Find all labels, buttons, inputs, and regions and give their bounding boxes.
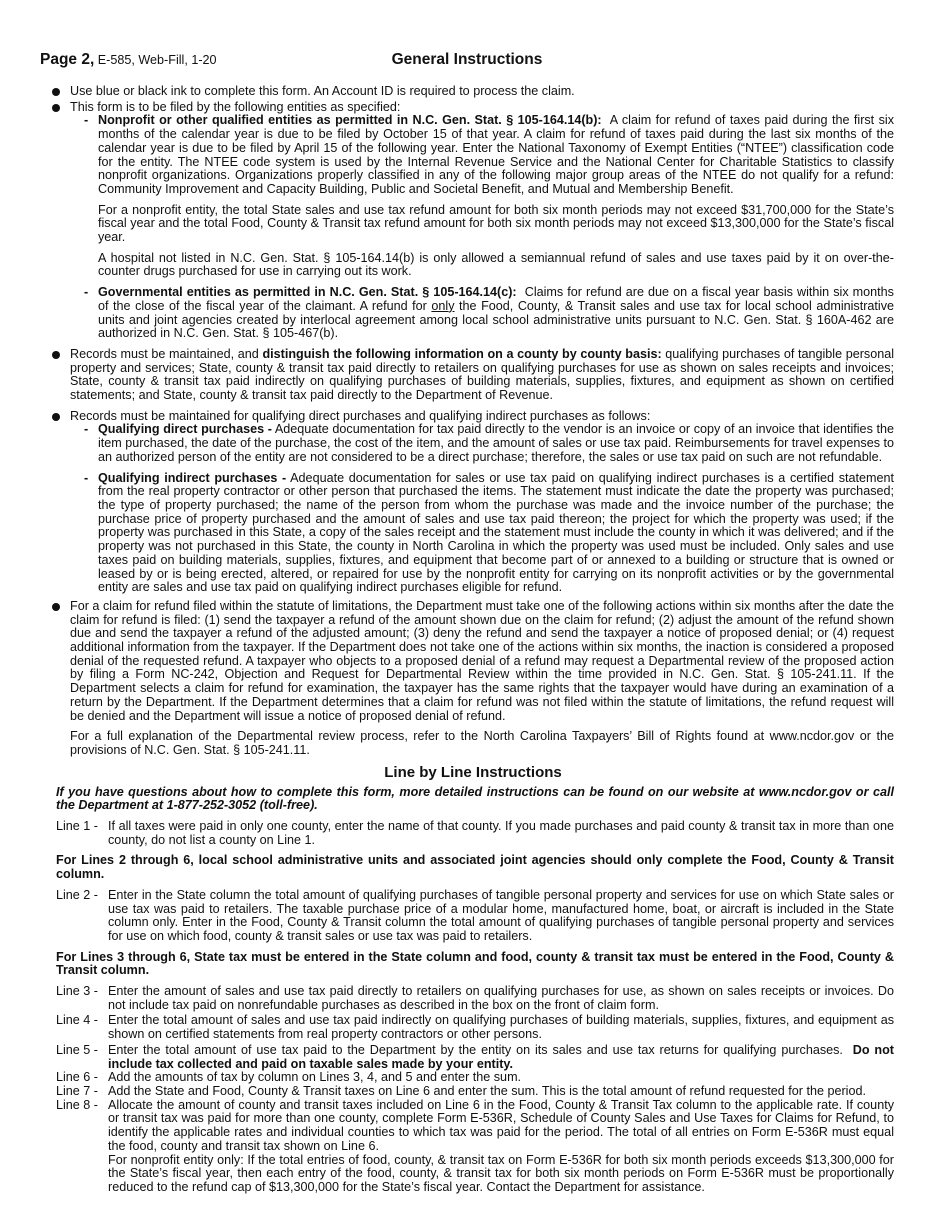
review-text: For a full explanation of the Departmental review process, refer to the North Carolina Taxpayers’ Bill of Rights found at www.ncdor.gov or the provisions of N.C. Gen. Stat. § 105-241.11.: [70, 729, 894, 757]
nonprofit-entities: [84, 114, 894, 196]
line-8-nonprofit-text: For nonprofit entity only: If the total entries of food, county, & transit tax on Form E-536R for both six month periods exceeds $13,300,000 for the State’s fiscal year, then each entry of the food, county, & transit tax for both six month periods on Form E-536R must be proportionally reduced to the refund cap of $13,300,000 for the State’s fiscal year. Contact the Department for assistance.: [108, 1152, 894, 1194]
line-4-label: Line 4 -: [56, 1013, 99, 1028]
line-4-text: Enter the total amount of sales and use tax paid indirectly on qualifying purchases of building materials, supplies, fixtures, and equipment as shown on certified statements from real property contractors or other persons.: [108, 1013, 894, 1042]
bullet-entities-text: This form is to be filed by the following entities as specified:: [70, 99, 401, 114]
line-6: [52, 1071, 894, 1085]
entities-list: [84, 114, 894, 341]
records-bold: distinguish the following information on a county by county basis:: [262, 346, 662, 361]
bullet-ink: [52, 85, 894, 99]
note-lines-2-6: For Lines 2 through 6, local school administrative units and associated joint agencies should only complete the Food, County & Transit column.: [56, 853, 894, 882]
bullet-icon: [52, 603, 60, 611]
bullet-entities: [52, 101, 894, 115]
bullet-records-purchases: [52, 410, 894, 424]
line-3-text: Enter the amount of sales and use tax paid directly to retailers on qualifying purchases for use, as shown on sales receipts or invoices. Do not include tax paid on nonrefundable purchases as described in the box on the front of claim form.: [108, 984, 894, 1012]
records2-text: Records must be maintained for qualifying direct purchases and qualifying indirect purchases as follows:: [70, 408, 651, 423]
page-header: [40, 53, 894, 73]
gov-only: only: [431, 298, 455, 313]
direct-purchases: [84, 423, 894, 464]
purchases-list: [84, 423, 894, 594]
records-text-a: Records must be maintained, and: [70, 346, 259, 361]
indirect-text: Adequate documentation for sales or use tax paid on qualifying indirect purchases is a certified statement from the real property contractor or other person that purchased the items. The statement must indicate the date the property was purchased; the type of property purchased; the name of the person from whom the purchase was made and the invoice number of the purchase; the purchase price of property purchased and the amount of sales and use tax paid thereon; the project for which the property was used; if the property was purchased in this State, a copy of the sales receipt and the statement must include the county in which it was delivered; and if the property was not purchased in this State, the county in North Carolina in which the property was used must be included. Only sales and use taxes paid on building materials, supplies, fixtures, and equipment that become part of or annexed to a building or structure that is owned or leased by or is being erected, altered, or repaired for use by the nonprofit entity for carrying on its nonprofit activities or by the governmental entity are sales and use tax paid on qualifying indirect purchases eligible for refund.: [98, 470, 895, 595]
line-1-text: If all taxes were paid in only one county, enter the name of that county. If you made purchases and paid county & transit tax in more than one county, do not list a county on Line 1.: [108, 819, 894, 847]
bullet-icon: [52, 351, 60, 359]
statute-text: For a claim for refund filed within the statute of limitations, the Department must take one of the following actions within six months after the date the claim for refund is filed: (1) send the taxpayer a refund of the amount shown due on the claim for refund; (2) adjust the amount of the refund shown due and send the taxpayer a refund of the adjusted amount; (3) deny the refund and send the taxpayer a notice of proposed denial; or (4) request additional information from the taxpayer. If the Department does not take one of the actions within six months, the inaction is considered a proposed denial of the requested refund. A taxpayer who objects to a proposed denial of a refund may request a Departmental review of the proposed action by filing a Form NC-242, Objection and Request for Departmental Review within the time provided in N.C. Gen. Stat. § 105-241.11. If the Department selects a claim for refund for examination, the taxpayer has the same rights that the taxpayer would have during an examination of a return by the Department. If the Department determines that a claim for refund was not filed within the statute of limitations, the refund request will be denied and the Department will issue a notice of proposed denial of refund.: [70, 598, 894, 723]
line-8-label: Line 8 -: [56, 1097, 99, 1112]
line-7: [52, 1085, 894, 1099]
bullet-records-county: [52, 348, 894, 403]
line-6-text: Add the amounts of tax by column on Lines 3, 4, and 5 and enter the sum.: [108, 1070, 522, 1085]
bullet-statute: [52, 600, 894, 723]
hospital-text: A hospital not listed in N.C. Gen. Stat. § 105-164.14(b) is only allowed a semiannual refund of sales and use taxes paid by it on over-the-counter drugs purchased for use in carrying out its work.: [98, 250, 894, 279]
indirect-title: Qualifying indirect purchases -: [98, 470, 287, 485]
line-8: [52, 1099, 894, 1154]
line-5: [52, 1044, 894, 1071]
bullet-icon: [52, 88, 60, 96]
gov-text-a: Claims for refund are due on a fiscal year basis within six months of the close of the fiscal year of the claimant. A refund for: [98, 285, 894, 313]
line-3-label: Line 3 -: [56, 984, 99, 999]
line-1-label: Line 1 -: [56, 819, 99, 834]
line-5-bold: Do not include tax collected and paid on taxable sales made by your entity.: [108, 1042, 894, 1071]
line-2: [52, 889, 894, 944]
line-8-nonprofit: [52, 1154, 894, 1195]
hospital-note: [84, 252, 894, 279]
bullet-icon: [52, 104, 60, 112]
direct-title: Qualifying direct purchases -: [98, 422, 272, 437]
line-7-text: Add the State and Food, County & Transit taxes on Line 6 and enter the sum. This is the total amount of refund requested for the period.: [108, 1084, 866, 1098]
nonprofit-text: A claim for refund of taxes paid during the first six months of the calendar year is due to be filed by October 15 of that year. A claim for refund of taxes paid during the last six months of the calendar year is due to be filed by April 15 of the following year. Enter the National Taxonomy of Exempt Entities (“NTEE”) classification code for the entity. The NTEE code system is used by the Internal Revenue Service and the National Center for Charitable Statistics to classify nonprofit organizations. Organizations properly classified in any of the following major group areas of the NTEE do not qualify for a refund: Community Improvement and Capacity Building, Public and Societal Benefit, and Mutual and Membership Benefit.: [98, 113, 894, 196]
line-by-line-title: Line by Line Instructions: [384, 763, 562, 781]
line-2-label: Line 2 -: [56, 887, 99, 902]
page-title: General Instructions: [391, 51, 543, 68]
nonprofit-cap-text: For a nonprofit entity, the total State sales and use tax refund amount for both six month periods may not exceed $31,700,000 for the State’s fiscal year and the total Food, County & Transit tax refund amount for both six month periods may not exceed $13,300,000 for the State’s fiscal year.: [98, 202, 894, 245]
line-5-text: Enter the total amount of use tax paid to the Department by the entity on its sales and use tax returns for qualifying purchases.: [108, 1042, 843, 1057]
bullet-icon: [52, 413, 60, 421]
page-label: Page 2,: [40, 51, 95, 68]
governmental-entities: [84, 286, 894, 341]
line-4: [52, 1014, 894, 1041]
direct-text: Adequate documentation for tax paid directly to the vendor is an invoice or copy of an invoice that identifies the item purchased, the date of the purchase, the cost of the item, and the amount of sales or use tax paid. Reimbursements for travel expenses to an authorized person of the entity are not considered to be a direct purchase; therefore, the sales or use tax paid on such are not refundable.: [98, 422, 894, 464]
line-6-label: Line 6 -: [56, 1070, 99, 1085]
instructions-body: [52, 85, 894, 1195]
line-1: [52, 820, 894, 847]
nonprofit-cap: [84, 204, 894, 245]
dash-icon: -: [84, 285, 89, 300]
line-3: [52, 985, 894, 1012]
line-5-label: Line 5 -: [56, 1042, 99, 1057]
gov-text-b: the Food, County, & Transit sales and use tax for local school administrative units and joint agencies created by interlocal agreement among local school administrative units pursuant to N.C. Gen. Stat. § 160A-462 are authorized in N.C. Gen. Stat. § 105-467(b).: [98, 298, 895, 341]
records-text-b: qualifying purchases of tangible personal property and services; State, county & transit tax paid directly to retailers on qualifying purchases for use as shown on sales receipts and invoices; State, county & transit tax paid indirectly on qualifying purchases of building materials, supplies, fixtures, and equipment as shown on certified statements; and State, county & transit tax paid directly to the Department of Revenue.: [70, 346, 895, 403]
nonprofit-title: Nonprofit or other qualified entities as permitted in N.C. Gen. Stat. § 105-164.14(b):: [98, 113, 602, 128]
note-lines-3-6: For Lines 3 through 6, State tax must be entered in the State column and food, county & transit tax must be entered in the Food, County & Transit column.: [56, 949, 894, 978]
dash-icon: -: [84, 422, 89, 437]
gov-title: Governmental entities as permitted in N.C. Gen. Stat. § 105-164.14(c):: [98, 285, 517, 300]
bullet-ink-text: Use blue or black ink to complete this form. An Account ID is required to process the claim.: [70, 84, 575, 98]
line-2-text: Enter in the State column the total amount of qualifying purchases of tangible personal property and services for use on which State sales or use tax was paid to retailers. The taxable purchase price of a modular home, manufactured home, boat, or aircraft is included in the State column only. Enter in the Food, County & Transit column the total amount of qualifying purchases of tangible personal property and services for use on which food, county & transit sales or use tax was paid to retailers.: [108, 887, 894, 943]
line-8-text: Allocate the amount of county and transit taxes included on Line 6 in the Food, County & Transit Tax column to the applicable rate. If county or transit tax was paid for more than one county, complete Form E-536R, Schedule of County Sales and Use Taxes for Claims for Refund, to identify the applicable rates and individual counties to which tax was paid for the period. The total of all entries on Form E-536R must equal the food, county and transit tax shown on Line 6.: [108, 1097, 894, 1153]
review-note: [52, 730, 894, 757]
form-info: E-585, Web-Fill, 1-20: [94, 53, 217, 67]
indirect-purchases: [84, 472, 894, 595]
line-intro: If you have questions about how to complete this form, more detailed instructions can be found on our website at www.ncdor.gov or call the Department at 1-877-252-3052 (toll-free).: [56, 784, 894, 813]
dash-icon: -: [84, 470, 89, 485]
line-7-label: Line 7 -: [56, 1084, 99, 1098]
dash-icon: -: [84, 113, 89, 128]
